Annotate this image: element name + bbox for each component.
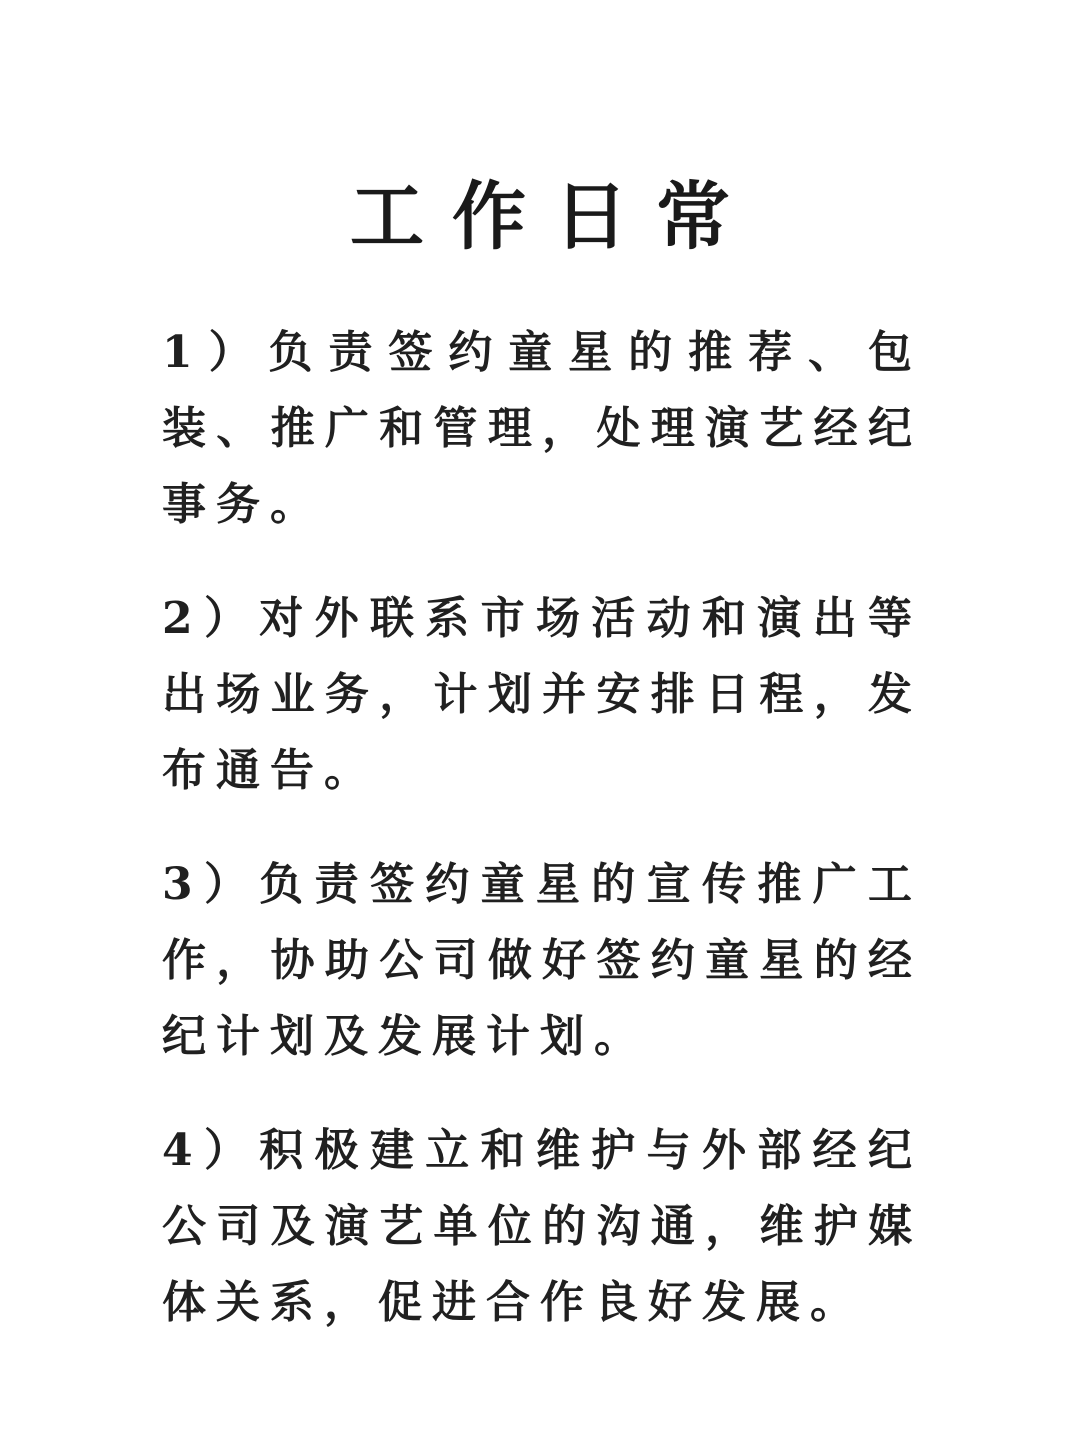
page-title: 工作日常 (350, 174, 758, 260)
duty-item-3: 3）负责签约童星的宣传推广工作，协助公司做好签约童星的经纪计划及发展计划。 (162, 859, 922, 1062)
duty-item-2: 2）对外联系市场活动和演出等出场业务，计划并安排日程，发布通告。 (162, 593, 922, 796)
duty-list (162, 315, 922, 1379)
duty-item-1: 1）负责签约童星的推荐、包装、推广和管理，处理演艺经纪事务。 (162, 327, 922, 530)
duty-item-4: 4）积极建立和维护与外部经纪公司及演艺单位的沟通，维护媒体关系，促进合作良好发展。 (162, 1125, 922, 1328)
